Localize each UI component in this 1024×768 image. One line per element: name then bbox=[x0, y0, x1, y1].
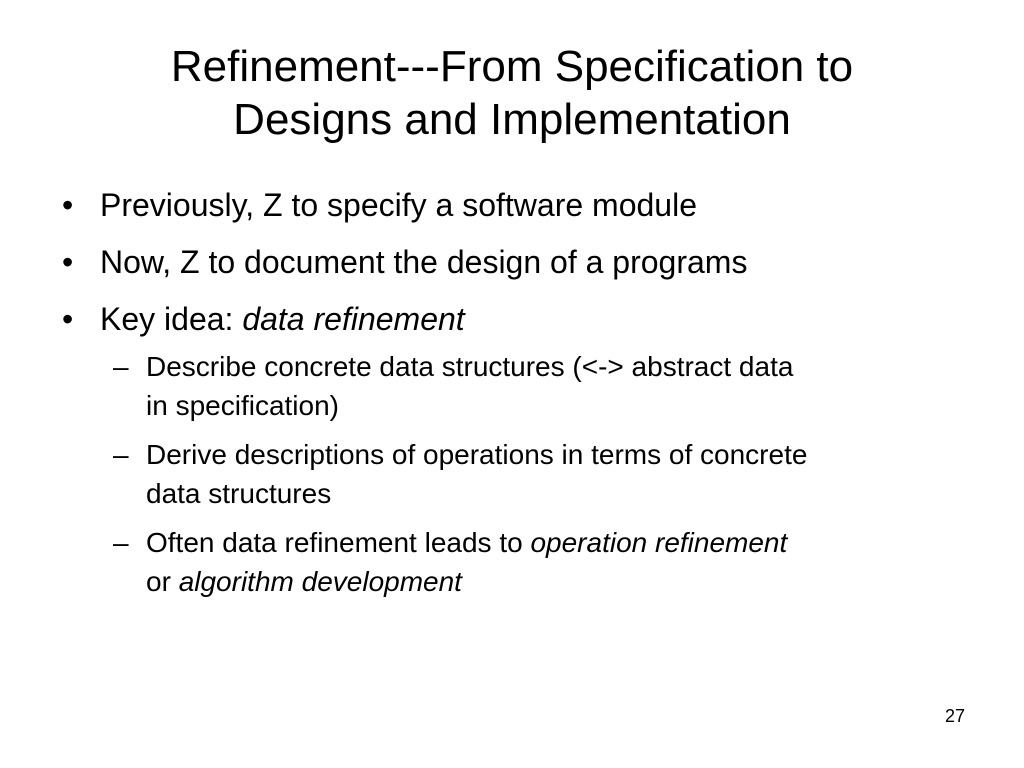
bullet-item bbox=[0, 242, 1024, 282]
sub-bullet-item bbox=[0, 435, 956, 513]
bullet-marker: • bbox=[62, 301, 74, 337]
sub-bullet-item bbox=[0, 523, 956, 601]
sub-bullet-text-prefix: or bbox=[146, 566, 179, 597]
bullet-text-emphasis: data refinement bbox=[242, 301, 465, 337]
sub-bullet-line: Describe concrete data structures (<-> abstract data bbox=[146, 351, 794, 382]
bullet-marker: • bbox=[62, 244, 74, 280]
sub-bullet-line bbox=[146, 562, 956, 601]
bullet-text: Now, Z to document the design of a programs bbox=[100, 244, 748, 280]
sub-bullet-item bbox=[0, 347, 956, 425]
bullet-marker: • bbox=[62, 187, 74, 223]
sub-bullet-line: in specification) bbox=[146, 390, 339, 421]
bullet-item bbox=[0, 185, 1024, 225]
sub-bullet-text-emphasis: algorithm development bbox=[178, 566, 462, 597]
title-line-2: Designs and Implementation bbox=[233, 95, 791, 144]
sub-bullet-text-emphasis: operation refinement bbox=[530, 527, 788, 558]
sub-bullet-line bbox=[146, 523, 956, 562]
slide-title bbox=[80, 40, 944, 146]
bullet-text: Previously, Z to specify a software module bbox=[100, 187, 697, 223]
sub-bullet-marker: – bbox=[113, 527, 129, 558]
bullet-text-prefix: Key idea: bbox=[100, 301, 243, 337]
page-number: 27 bbox=[944, 706, 965, 726]
sub-bullet-marker: – bbox=[113, 351, 129, 382]
sub-bullet-list bbox=[0, 347, 1024, 601]
bullet-item bbox=[0, 299, 1024, 339]
sub-bullet-line: data structures bbox=[146, 478, 332, 509]
slide-body bbox=[0, 185, 1024, 611]
sub-bullet-text-prefix: Often data refinement leads to bbox=[146, 527, 531, 558]
sub-bullet-marker: – bbox=[113, 439, 129, 470]
title-line-1: Refinement---From Specification to bbox=[170, 42, 854, 91]
sub-bullet-line: Derive descriptions of operations in terms of concrete bbox=[146, 439, 808, 470]
